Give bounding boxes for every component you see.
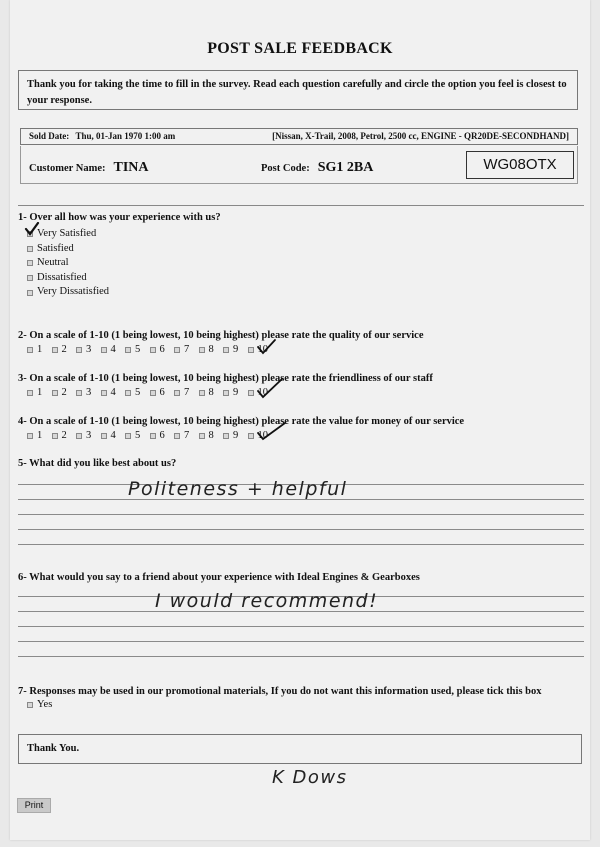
postcode-label: Post Code: <box>261 163 310 174</box>
q3-rating-option[interactable]: 2 <box>52 387 77 398</box>
q4-scale <box>27 430 272 441</box>
q4-rating-option[interactable]: 3 <box>76 430 101 441</box>
q2-rating-option[interactable]: 10 <box>248 344 273 355</box>
sold-date-label: Sold Date: <box>29 131 70 141</box>
q4-rating-option[interactable]: 4 <box>101 430 126 441</box>
q1-option-satisfied[interactable]: Satisfied <box>27 242 109 257</box>
q2-rating-option[interactable]: 9 <box>223 344 248 355</box>
customer-row <box>20 146 578 184</box>
sold-date-value: Thu, 01-Jan 1970 1:00 am <box>75 131 176 141</box>
checkbox-icon[interactable] <box>174 390 180 396</box>
checkbox-icon[interactable] <box>27 347 33 353</box>
checkbox-icon[interactable] <box>223 390 229 396</box>
q4-rating-option[interactable]: 7 <box>174 430 199 441</box>
question-1: 1- Over all how was your experience with us? <box>18 212 221 223</box>
q5-handwritten-answer: Politeness + helpful <box>128 478 348 500</box>
form-title: POST SALE FEEDBACK <box>207 40 393 57</box>
question-4: 4- On a scale of 1-10 (1 being lowest, 10 being highest) please rate the value for money of our service <box>18 416 465 427</box>
checkbox-icon[interactable] <box>125 347 131 353</box>
checkbox-icon[interactable] <box>101 390 107 396</box>
checkbox-icon[interactable] <box>223 433 229 439</box>
q1-option-very-satisfied[interactable]: Very Satisfied <box>27 227 109 242</box>
q4-rating-option[interactable]: 10 <box>248 430 273 441</box>
vehicle-details: [Nissan, X-Trail, 2008, Petrol, 2500 cc, ENGINE - QR20DE-SECONDHAND] <box>272 131 569 141</box>
question-5: 5- What did you like best about us? <box>18 458 177 469</box>
q3-rating-option[interactable]: 10 <box>248 387 273 398</box>
checkbox-icon[interactable] <box>150 433 156 439</box>
checkbox-icon[interactable] <box>27 702 33 708</box>
q2-tick-mark <box>255 338 277 356</box>
q2-scale <box>27 344 272 355</box>
q4-rating-option[interactable]: 8 <box>199 430 224 441</box>
checkbox-icon[interactable] <box>199 390 205 396</box>
checkbox-icon[interactable] <box>27 246 33 252</box>
checkbox-icon[interactable] <box>150 347 156 353</box>
q6-handwritten-answer: I would recommend! <box>155 590 379 612</box>
q4-rating-option[interactable]: 2 <box>52 430 77 441</box>
q1-option-dissatisfied[interactable]: Dissatisfied <box>27 271 109 286</box>
q4-tick-mark <box>255 420 287 442</box>
q2-rating-option[interactable]: 3 <box>76 344 101 355</box>
q3-rating-option[interactable]: 1 <box>27 387 52 398</box>
checkbox-icon[interactable] <box>27 260 33 266</box>
checkbox-icon[interactable] <box>52 347 58 353</box>
question-2: 2- On a scale of 1-10 (1 being lowest, 10 being highest) please rate the quality of our service <box>18 330 424 341</box>
q3-rating-option[interactable]: 7 <box>174 387 199 398</box>
thank-you-box: Thank You. <box>18 734 582 764</box>
registration-plate: WG08OTX <box>466 151 574 179</box>
q2-rating-option[interactable]: 8 <box>199 344 224 355</box>
checkbox-icon[interactable] <box>76 347 82 353</box>
q2-rating-option[interactable]: 6 <box>150 344 175 355</box>
checkbox-icon[interactable] <box>27 275 33 281</box>
checkbox-icon[interactable] <box>248 347 254 353</box>
checkbox-icon[interactable] <box>76 433 82 439</box>
q2-rating-option[interactable]: 2 <box>52 344 77 355</box>
q1-option-neutral[interactable]: Neutral <box>27 256 109 271</box>
checkbox-icon[interactable] <box>150 390 156 396</box>
checkbox-icon[interactable] <box>125 433 131 439</box>
checkbox-icon[interactable] <box>174 433 180 439</box>
checkbox-icon[interactable] <box>125 390 131 396</box>
q1-options <box>27 227 109 300</box>
question-3: 3- On a scale of 1-10 (1 being lowest, 10 being highest) please rate the friendliness of our staff <box>18 373 433 384</box>
q4-rating-option[interactable]: 9 <box>223 430 248 441</box>
postcode-value: SG1 2BA <box>317 160 374 175</box>
checkbox-icon[interactable] <box>101 347 107 353</box>
q3-rating-option[interactable]: 4 <box>101 387 126 398</box>
q2-rating-option[interactable]: 5 <box>125 344 150 355</box>
q2-rating-option[interactable]: 1 <box>27 344 52 355</box>
intro-box: Thank you for taking the time to fill in the survey. Read each question carefully and circle the option you feel is closest to your response. <box>18 70 578 110</box>
q3-rating-option[interactable]: 6 <box>150 387 175 398</box>
q3-rating-option[interactable]: 9 <box>223 387 248 398</box>
checkbox-icon[interactable] <box>27 290 33 296</box>
print-button[interactable]: Print <box>17 798 51 813</box>
q3-scale <box>27 387 272 398</box>
signature: K Dows <box>272 767 348 788</box>
q7-option-yes[interactable]: Yes <box>27 698 52 713</box>
q3-rating-option[interactable]: 3 <box>76 387 101 398</box>
customer-name-value: TINA <box>113 160 149 175</box>
customer-name-label: Customer Name: <box>29 163 106 174</box>
section-divider <box>18 205 584 206</box>
q2-rating-option[interactable]: 7 <box>174 344 199 355</box>
sale-info-row <box>20 128 578 145</box>
q2-rating-option[interactable]: 4 <box>101 344 126 355</box>
checkbox-icon[interactable] <box>248 390 254 396</box>
checkbox-icon[interactable] <box>199 433 205 439</box>
checkbox-icon[interactable] <box>101 433 107 439</box>
q7-options <box>27 698 52 713</box>
q4-rating-option[interactable]: 6 <box>150 430 175 441</box>
checkbox-icon[interactable] <box>174 347 180 353</box>
q3-rating-option[interactable]: 5 <box>125 387 150 398</box>
checkbox-icon[interactable] <box>27 433 33 439</box>
question-7: 7- Responses may be used in our promotional materials, If you do not want this information used, please tick this box <box>18 686 542 697</box>
checkbox-icon[interactable] <box>248 433 254 439</box>
checkbox-icon[interactable] <box>52 433 58 439</box>
q3-tick-mark <box>255 377 285 399</box>
q4-rating-option[interactable]: 5 <box>125 430 150 441</box>
q1-tick-mark <box>24 222 40 236</box>
q4-rating-option[interactable]: 1 <box>27 430 52 441</box>
checkbox-icon[interactable] <box>76 390 82 396</box>
q1-option-very-dissatisfied[interactable]: Very Dissatisfied <box>27 285 109 300</box>
question-6: 6- What would you say to a friend about your experience with Ideal Engines & Gearboxes <box>18 572 420 583</box>
checkbox-icon[interactable] <box>223 347 229 353</box>
checkbox-icon[interactable] <box>199 347 205 353</box>
checkbox-icon[interactable] <box>27 390 33 396</box>
checkbox-icon[interactable] <box>52 390 58 396</box>
q3-rating-option[interactable]: 8 <box>199 387 224 398</box>
